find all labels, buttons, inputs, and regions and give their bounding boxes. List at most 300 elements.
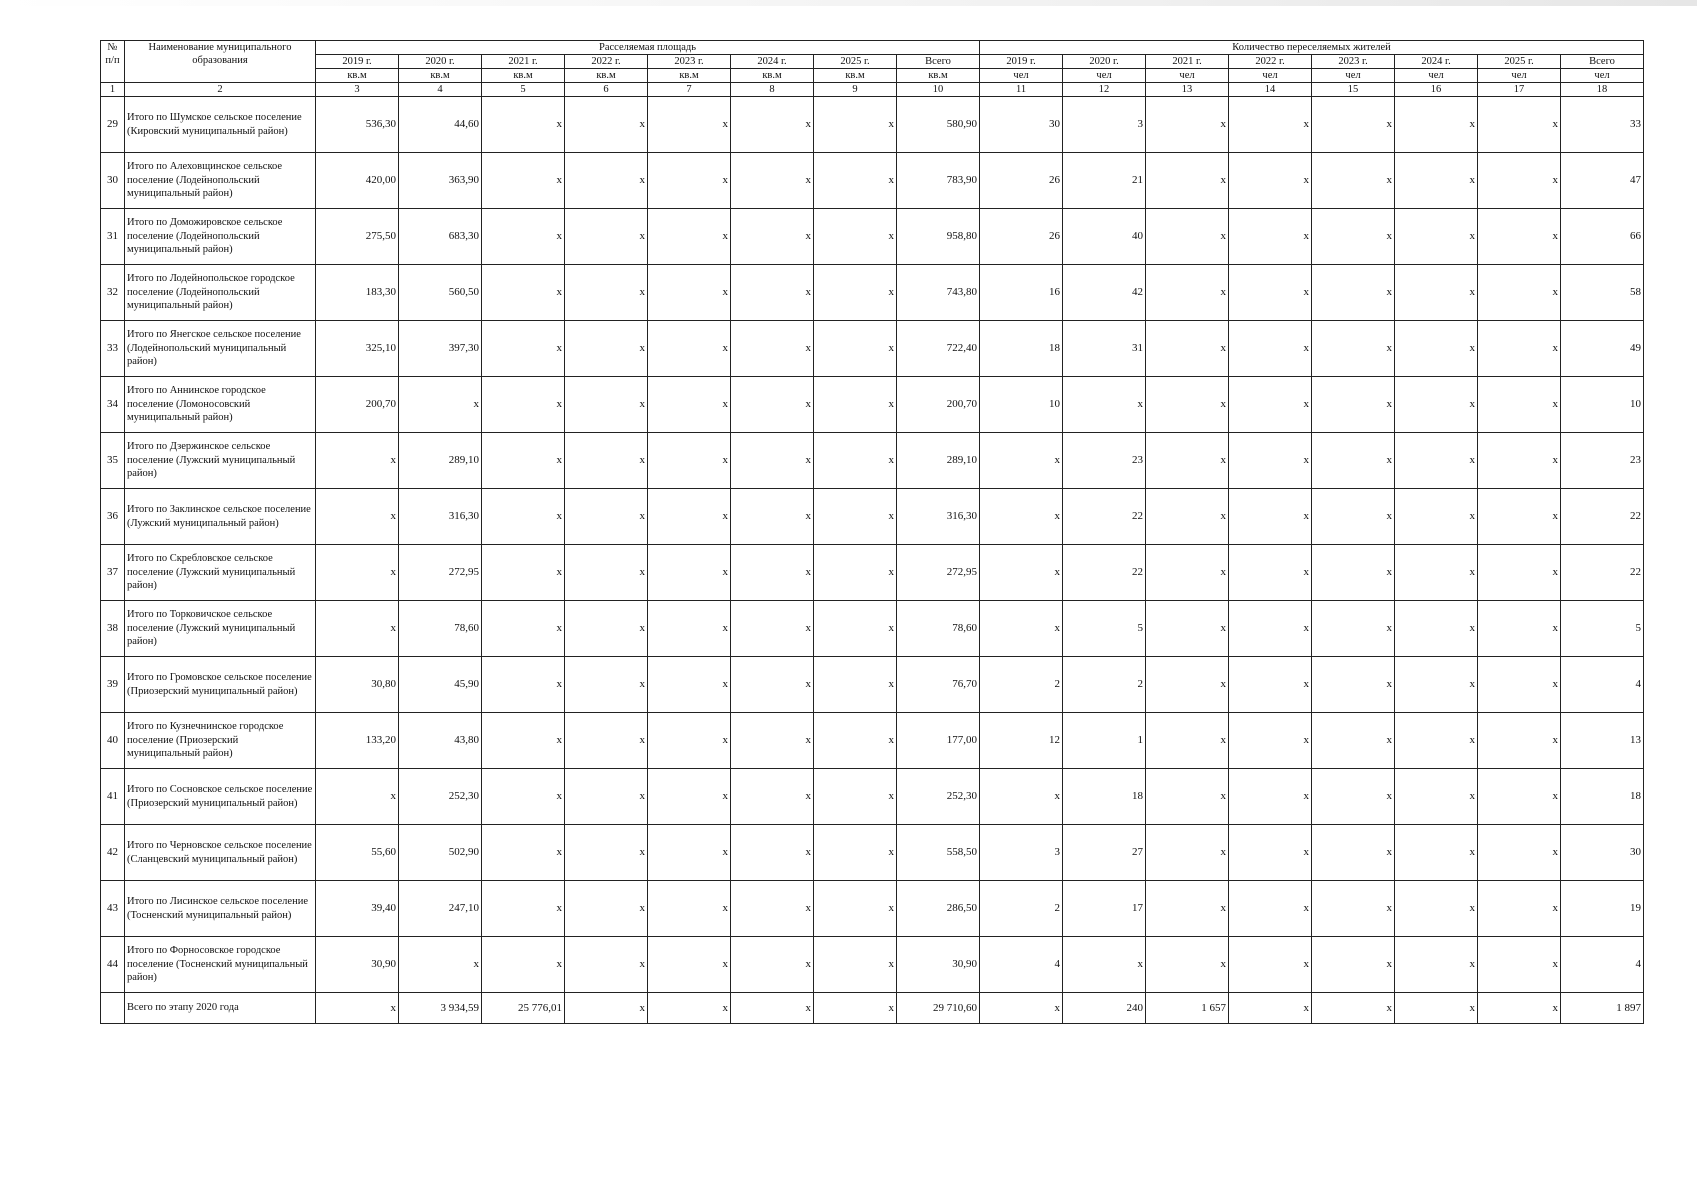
people-value: 49 bbox=[1561, 321, 1644, 377]
area-value: x bbox=[731, 881, 814, 937]
header-people-unit: чел bbox=[1561, 69, 1644, 83]
header-area-year: 2022 г. bbox=[565, 55, 648, 69]
area-value: 247,10 bbox=[399, 881, 482, 937]
header-people-year: 2021 г. bbox=[1146, 55, 1229, 69]
people-value: x bbox=[1229, 937, 1312, 993]
people-value: x bbox=[1395, 713, 1478, 769]
area-value: x bbox=[648, 489, 731, 545]
municipality-name: Итого по Янегское сельское поселение (Лодейнопольский муниципальный район) bbox=[125, 321, 316, 377]
area-value: x bbox=[814, 881, 897, 937]
area-value: x bbox=[565, 937, 648, 993]
table-row bbox=[101, 825, 1644, 881]
area-value: 30,90 bbox=[316, 937, 399, 993]
people-value: x bbox=[1146, 545, 1229, 601]
table-row bbox=[101, 377, 1644, 433]
total-people-value: 1 897 bbox=[1561, 993, 1644, 1024]
people-value: x bbox=[1478, 489, 1561, 545]
people-value: x bbox=[1312, 545, 1395, 601]
area-value: 580,90 bbox=[897, 97, 980, 153]
area-value: x bbox=[731, 825, 814, 881]
people-value: x bbox=[1229, 433, 1312, 489]
area-value: x bbox=[648, 713, 731, 769]
header-area-unit: кв.м bbox=[316, 69, 399, 83]
area-value: 78,60 bbox=[399, 601, 482, 657]
people-value: 22 bbox=[1561, 489, 1644, 545]
area-value: 286,50 bbox=[897, 881, 980, 937]
header-area-unit: кв.м bbox=[648, 69, 731, 83]
people-value: x bbox=[1146, 97, 1229, 153]
header-column-number: 16 bbox=[1395, 83, 1478, 97]
people-value: 18 bbox=[1063, 769, 1146, 825]
people-value: 66 bbox=[1561, 209, 1644, 265]
people-value: x bbox=[1229, 601, 1312, 657]
area-value: 560,50 bbox=[399, 265, 482, 321]
table-row bbox=[101, 881, 1644, 937]
people-value: 1 bbox=[1063, 713, 1146, 769]
header-area-unit: кв.м bbox=[897, 69, 980, 83]
row-number: 29 bbox=[101, 97, 125, 153]
people-value: x bbox=[1478, 881, 1561, 937]
row-number: 37 bbox=[101, 545, 125, 601]
people-value: 26 bbox=[980, 153, 1063, 209]
header-column-number: 7 bbox=[648, 83, 731, 97]
people-value: x bbox=[1146, 657, 1229, 713]
municipality-name: Итого по Лисинское сельское поселение (Тосненский муниципальный район) bbox=[125, 881, 316, 937]
header-area-year: Всего bbox=[897, 55, 980, 69]
people-value: x bbox=[1395, 377, 1478, 433]
header-column-number: 9 bbox=[814, 83, 897, 97]
table-row bbox=[101, 769, 1644, 825]
row-number: 40 bbox=[101, 713, 125, 769]
people-value: 10 bbox=[980, 377, 1063, 433]
area-value: x bbox=[482, 545, 565, 601]
municipality-name: Итого по Сосновское сельское поселение (Приозерский муниципальный район) bbox=[125, 769, 316, 825]
area-value: x bbox=[399, 377, 482, 433]
people-value: 27 bbox=[1063, 825, 1146, 881]
area-value: x bbox=[482, 489, 565, 545]
people-value: x bbox=[1395, 97, 1478, 153]
area-value: x bbox=[814, 433, 897, 489]
area-value: x bbox=[482, 937, 565, 993]
people-value: x bbox=[1395, 545, 1478, 601]
people-value: x bbox=[1478, 97, 1561, 153]
area-value: x bbox=[814, 713, 897, 769]
header-people-unit: чел bbox=[1063, 69, 1146, 83]
area-value: 743,80 bbox=[897, 265, 980, 321]
area-value: x bbox=[482, 825, 565, 881]
area-value: x bbox=[482, 209, 565, 265]
area-value: x bbox=[482, 265, 565, 321]
table-row bbox=[101, 713, 1644, 769]
people-value: x bbox=[1229, 881, 1312, 937]
people-value: 30 bbox=[980, 97, 1063, 153]
people-value: x bbox=[1312, 489, 1395, 545]
row-number: 39 bbox=[101, 657, 125, 713]
total-area-value: 3 934,59 bbox=[399, 993, 482, 1024]
area-value: x bbox=[565, 265, 648, 321]
area-value: x bbox=[731, 97, 814, 153]
area-value: 397,30 bbox=[399, 321, 482, 377]
people-value: 2 bbox=[980, 657, 1063, 713]
header-people-unit: чел bbox=[1395, 69, 1478, 83]
header-people-year: 2024 г. bbox=[1395, 55, 1478, 69]
header-people-unit: чел bbox=[1312, 69, 1395, 83]
people-value: x bbox=[1146, 489, 1229, 545]
total-area-value: x bbox=[731, 993, 814, 1024]
people-value: x bbox=[1229, 153, 1312, 209]
area-value: x bbox=[731, 377, 814, 433]
people-value: x bbox=[1395, 601, 1478, 657]
people-value: 3 bbox=[1063, 97, 1146, 153]
people-value: x bbox=[1312, 377, 1395, 433]
area-value: x bbox=[565, 489, 648, 545]
people-value: x bbox=[1146, 153, 1229, 209]
municipality-name: Итого по Громовское сельское поселение (Приозерский муниципальный район) bbox=[125, 657, 316, 713]
people-value: x bbox=[1395, 153, 1478, 209]
people-value: x bbox=[980, 433, 1063, 489]
table-row bbox=[101, 209, 1644, 265]
people-value: x bbox=[1478, 769, 1561, 825]
area-value: x bbox=[565, 825, 648, 881]
municipality-name: Итого по Форносовское городское поселение (Тосненский муниципальный район) bbox=[125, 937, 316, 993]
people-value: 18 bbox=[1561, 769, 1644, 825]
area-value: x bbox=[814, 825, 897, 881]
area-value: x bbox=[565, 713, 648, 769]
people-value: x bbox=[1478, 209, 1561, 265]
area-value: 44,60 bbox=[399, 97, 482, 153]
municipality-name: Итого по Алеховщинское сельское поселение (Лодейнопольский муниципальный район) bbox=[125, 153, 316, 209]
header-column-number: 14 bbox=[1229, 83, 1312, 97]
header-column-number: 18 bbox=[1561, 83, 1644, 97]
people-value: x bbox=[1478, 321, 1561, 377]
area-value: 363,90 bbox=[399, 153, 482, 209]
header-area-unit: кв.м bbox=[731, 69, 814, 83]
area-value: x bbox=[565, 545, 648, 601]
area-value: 502,90 bbox=[399, 825, 482, 881]
area-value: 316,30 bbox=[897, 489, 980, 545]
header-people-unit: чел bbox=[1478, 69, 1561, 83]
table-row bbox=[101, 265, 1644, 321]
people-value: 5 bbox=[1063, 601, 1146, 657]
people-value: 4 bbox=[1561, 937, 1644, 993]
people-value: x bbox=[1229, 545, 1312, 601]
area-value: x bbox=[731, 657, 814, 713]
header-area-unit: кв.м bbox=[565, 69, 648, 83]
people-value: x bbox=[1312, 97, 1395, 153]
total-people-value: x bbox=[1395, 993, 1478, 1024]
people-value: x bbox=[1229, 713, 1312, 769]
people-value: 19 bbox=[1561, 881, 1644, 937]
people-value: x bbox=[1395, 769, 1478, 825]
header-column-number: 12 bbox=[1063, 83, 1146, 97]
row-number: 30 bbox=[101, 153, 125, 209]
people-value: x bbox=[1312, 713, 1395, 769]
header-people-unit: чел bbox=[1229, 69, 1312, 83]
area-value: x bbox=[814, 97, 897, 153]
header-column-number: 8 bbox=[731, 83, 814, 97]
people-value: x bbox=[1312, 321, 1395, 377]
total-label: Всего по этапу 2020 года bbox=[125, 993, 316, 1024]
area-value: x bbox=[814, 321, 897, 377]
area-value: x bbox=[316, 433, 399, 489]
area-value: x bbox=[482, 377, 565, 433]
municipality-name: Итого по Аннинское городское поселение (Ломоносовский муниципальный район) bbox=[125, 377, 316, 433]
people-value: x bbox=[1229, 209, 1312, 265]
header-area-unit: кв.м bbox=[814, 69, 897, 83]
area-value: x bbox=[731, 937, 814, 993]
people-value: x bbox=[1229, 321, 1312, 377]
total-area-value: 25 776,01 bbox=[482, 993, 565, 1024]
area-value: x bbox=[648, 97, 731, 153]
area-value: 76,70 bbox=[897, 657, 980, 713]
area-value: x bbox=[482, 713, 565, 769]
people-value: x bbox=[1146, 265, 1229, 321]
people-value: 58 bbox=[1561, 265, 1644, 321]
people-value: x bbox=[1063, 937, 1146, 993]
people-value: x bbox=[1146, 825, 1229, 881]
people-value: 30 bbox=[1561, 825, 1644, 881]
people-value: 3 bbox=[980, 825, 1063, 881]
total-area-value: x bbox=[565, 993, 648, 1024]
area-value: 39,40 bbox=[316, 881, 399, 937]
header-column-number: 15 bbox=[1312, 83, 1395, 97]
row-number: 32 bbox=[101, 265, 125, 321]
municipality-name: Итого по Кузнечнинское городское поселение (Приозерский муниципальный район) bbox=[125, 713, 316, 769]
people-value: x bbox=[1229, 97, 1312, 153]
area-value: 55,60 bbox=[316, 825, 399, 881]
row-number: 34 bbox=[101, 377, 125, 433]
row-number: 31 bbox=[101, 209, 125, 265]
total-people-value: 1 657 bbox=[1146, 993, 1229, 1024]
people-value: x bbox=[1395, 433, 1478, 489]
area-value: 252,30 bbox=[897, 769, 980, 825]
row-number: 42 bbox=[101, 825, 125, 881]
area-value: x bbox=[316, 489, 399, 545]
area-value: x bbox=[648, 265, 731, 321]
header-column-number: 17 bbox=[1478, 83, 1561, 97]
people-value: x bbox=[1229, 265, 1312, 321]
people-value: x bbox=[1395, 209, 1478, 265]
table-row bbox=[101, 97, 1644, 153]
people-value: 16 bbox=[980, 265, 1063, 321]
people-value: x bbox=[1229, 769, 1312, 825]
area-value: x bbox=[814, 657, 897, 713]
area-value: 177,00 bbox=[897, 713, 980, 769]
area-value: x bbox=[482, 769, 565, 825]
area-value: x bbox=[565, 433, 648, 489]
area-value: 558,50 bbox=[897, 825, 980, 881]
area-value: x bbox=[814, 489, 897, 545]
area-value: 272,95 bbox=[897, 545, 980, 601]
resettlement-table-sheet bbox=[100, 40, 1642, 1024]
people-value: 2 bbox=[1063, 657, 1146, 713]
area-value: x bbox=[482, 153, 565, 209]
header-people-year: Всего bbox=[1561, 55, 1644, 69]
table-row bbox=[101, 321, 1644, 377]
area-value: 30,90 bbox=[897, 937, 980, 993]
header-area-group: Расселяемая площадь bbox=[316, 41, 980, 55]
people-value: x bbox=[1229, 489, 1312, 545]
municipality-name: Итого по Шумское сельское поселение (Кировский муниципальный район) bbox=[125, 97, 316, 153]
total-area-value: x bbox=[814, 993, 897, 1024]
people-value: x bbox=[1312, 769, 1395, 825]
area-value: x bbox=[565, 153, 648, 209]
table-row bbox=[101, 545, 1644, 601]
people-value: x bbox=[1312, 433, 1395, 489]
area-value: 722,40 bbox=[897, 321, 980, 377]
people-value: x bbox=[1312, 265, 1395, 321]
people-value: 47 bbox=[1561, 153, 1644, 209]
area-value: x bbox=[316, 601, 399, 657]
people-value: x bbox=[1395, 657, 1478, 713]
people-value: 22 bbox=[1561, 545, 1644, 601]
row-number: 43 bbox=[101, 881, 125, 937]
total-people-value: x bbox=[1478, 993, 1561, 1024]
people-value: 2 bbox=[980, 881, 1063, 937]
area-value: x bbox=[316, 769, 399, 825]
area-value: 958,80 bbox=[897, 209, 980, 265]
area-value: 420,00 bbox=[316, 153, 399, 209]
area-value: x bbox=[648, 153, 731, 209]
people-value: x bbox=[1146, 937, 1229, 993]
header-area-year: 2025 г. bbox=[814, 55, 897, 69]
people-value: x bbox=[1146, 881, 1229, 937]
total-row-number bbox=[101, 993, 125, 1024]
area-value: 275,50 bbox=[316, 209, 399, 265]
area-value: x bbox=[814, 545, 897, 601]
area-value: x bbox=[731, 153, 814, 209]
people-value: x bbox=[1229, 377, 1312, 433]
people-value: x bbox=[1312, 209, 1395, 265]
area-value: x bbox=[814, 769, 897, 825]
municipality-name: Итого по Торковичское сельское поселение (Лужский муниципальный район) bbox=[125, 601, 316, 657]
area-value: x bbox=[565, 881, 648, 937]
header-people-year: 2023 г. bbox=[1312, 55, 1395, 69]
people-value: 18 bbox=[980, 321, 1063, 377]
area-value: 45,90 bbox=[399, 657, 482, 713]
area-value: x bbox=[482, 321, 565, 377]
people-value: 31 bbox=[1063, 321, 1146, 377]
row-number: 33 bbox=[101, 321, 125, 377]
area-value: x bbox=[482, 97, 565, 153]
area-value: x bbox=[731, 489, 814, 545]
area-value: x bbox=[482, 657, 565, 713]
header-area-year: 2021 г. bbox=[482, 55, 565, 69]
area-value: x bbox=[482, 433, 565, 489]
area-value: x bbox=[565, 321, 648, 377]
total-people-value: x bbox=[1312, 993, 1395, 1024]
area-value: x bbox=[731, 265, 814, 321]
area-value: x bbox=[814, 601, 897, 657]
header-area-unit: кв.м bbox=[399, 69, 482, 83]
header-name: Наименование муниципального образования bbox=[125, 41, 316, 83]
municipality-name: Итого по Доможировское сельское поселение (Лодейнопольский муниципальный район) bbox=[125, 209, 316, 265]
header-area-year: 2020 г. bbox=[399, 55, 482, 69]
people-value: 33 bbox=[1561, 97, 1644, 153]
header-area-year: 2023 г. bbox=[648, 55, 731, 69]
people-value: x bbox=[1229, 825, 1312, 881]
people-value: 13 bbox=[1561, 713, 1644, 769]
people-value: x bbox=[1478, 713, 1561, 769]
total-area-value: x bbox=[648, 993, 731, 1024]
row-number: 41 bbox=[101, 769, 125, 825]
people-value: x bbox=[980, 489, 1063, 545]
area-value: 536,30 bbox=[316, 97, 399, 153]
people-value: x bbox=[1312, 937, 1395, 993]
area-value: x bbox=[814, 265, 897, 321]
area-value: x bbox=[565, 209, 648, 265]
area-value: x bbox=[648, 321, 731, 377]
total-people-value: x bbox=[980, 993, 1063, 1024]
municipality-name: Итого по Лодейнопольское городское поселение (Лодейнопольский муниципальный район) bbox=[125, 265, 316, 321]
area-value: 783,90 bbox=[897, 153, 980, 209]
row-number: 36 bbox=[101, 489, 125, 545]
people-value: x bbox=[1478, 433, 1561, 489]
area-value: x bbox=[565, 769, 648, 825]
area-value: 289,10 bbox=[897, 433, 980, 489]
area-value: x bbox=[482, 601, 565, 657]
table-row bbox=[101, 433, 1644, 489]
table-row bbox=[101, 489, 1644, 545]
people-value: 12 bbox=[980, 713, 1063, 769]
header-area-year: 2019 г. bbox=[316, 55, 399, 69]
people-value: x bbox=[1063, 377, 1146, 433]
people-value: 22 bbox=[1063, 545, 1146, 601]
area-value: 43,80 bbox=[399, 713, 482, 769]
people-value: 23 bbox=[1561, 433, 1644, 489]
header-people-unit: чел bbox=[1146, 69, 1229, 83]
header-area-unit: кв.м bbox=[482, 69, 565, 83]
people-value: x bbox=[1146, 433, 1229, 489]
header-column-number: 10 bbox=[897, 83, 980, 97]
table-row bbox=[101, 601, 1644, 657]
area-value: x bbox=[731, 433, 814, 489]
area-value: x bbox=[648, 825, 731, 881]
people-value: 17 bbox=[1063, 881, 1146, 937]
area-value: x bbox=[814, 377, 897, 433]
people-value: x bbox=[1478, 377, 1561, 433]
resettlement-table bbox=[100, 40, 1644, 1024]
people-value: x bbox=[1312, 657, 1395, 713]
people-value: x bbox=[1478, 657, 1561, 713]
municipality-name: Итого по Скребловское сельское поселение (Лужский муниципальный район) bbox=[125, 545, 316, 601]
total-people-value: x bbox=[1229, 993, 1312, 1024]
people-value: x bbox=[1395, 881, 1478, 937]
people-value: 5 bbox=[1561, 601, 1644, 657]
area-value: x bbox=[565, 97, 648, 153]
header-area-year: 2024 г. bbox=[731, 55, 814, 69]
people-value: x bbox=[1395, 489, 1478, 545]
area-value: x bbox=[731, 713, 814, 769]
people-value: x bbox=[980, 769, 1063, 825]
area-value: x bbox=[814, 209, 897, 265]
people-value: x bbox=[1146, 209, 1229, 265]
people-value: 42 bbox=[1063, 265, 1146, 321]
header-people-group: Количество переселяемых жителей bbox=[980, 41, 1644, 55]
area-value: x bbox=[648, 657, 731, 713]
area-value: 183,30 bbox=[316, 265, 399, 321]
area-value: 289,10 bbox=[399, 433, 482, 489]
people-value: x bbox=[1312, 601, 1395, 657]
people-value: x bbox=[1146, 377, 1229, 433]
total-people-value: 240 bbox=[1063, 993, 1146, 1024]
area-value: x bbox=[731, 321, 814, 377]
area-value: x bbox=[648, 937, 731, 993]
municipality-name: Итого по Черновское сельское поселение (Сланцевский муниципальный район) bbox=[125, 825, 316, 881]
row-number: 35 bbox=[101, 433, 125, 489]
people-value: x bbox=[980, 545, 1063, 601]
municipality-name: Итого по Дзержинское сельское поселение (Лужский муниципальный район) bbox=[125, 433, 316, 489]
